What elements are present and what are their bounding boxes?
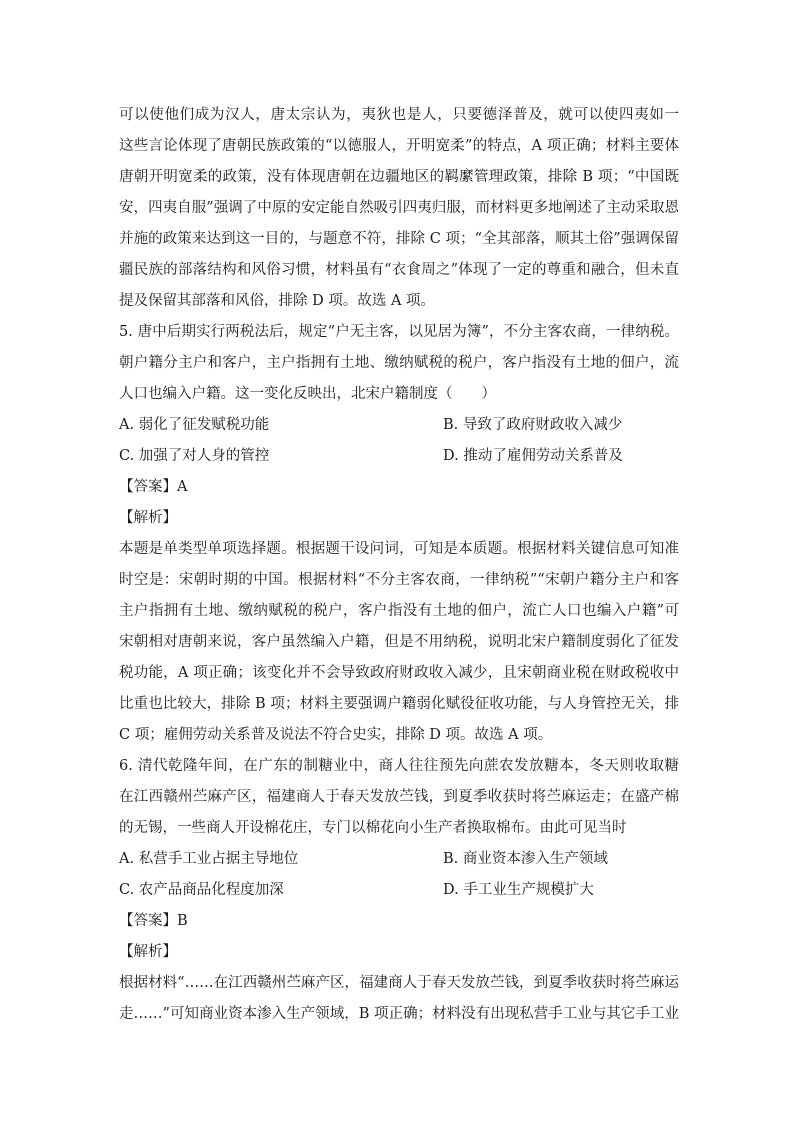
question-6	[119, 751, 679, 1030]
question-stem-line: 在江西赣州苎麻产区，福建商人于春天发放苎钱，到夏季收获时将苎麻运走；在盛产棉	[119, 789, 679, 805]
question-5	[119, 317, 679, 751]
option-b: B. 导致了政府财政收入减少	[443, 417, 623, 433]
question-stem-line: 人口也编入户籍。这一变化反映出，北宋户籍制度（ ）	[119, 386, 496, 402]
analysis-line: C 项；雇佣劳动关系普及说法不符合史实，排除 D 项。故选 A 项。	[119, 727, 553, 743]
question-stem-line: 5. 唐中后期实行两税法后，规定“户无主客，以见居为簿”，不分主客农商，一律纳税。	[119, 324, 679, 340]
option-d: D. 推动了雇佣劳动关系普及	[443, 448, 623, 464]
question-stem-line: 朝户籍分主户和客户，主户指拥有土地、缴纳赋税的税户，客户指没有土地的佃户，流	[119, 355, 679, 371]
options-row	[119, 441, 679, 472]
question-stem-line: 6. 清代乾隆年间，在广东的制糖业中，商人往往预先向蔗农发放糖本，冬天则收取糖	[119, 758, 679, 774]
paragraph-line: 安，四夷自服”强调了中原的安定能自然吸引四夷归服，而材料更多地阐述了主动采取恩	[119, 200, 679, 216]
analysis-label: 【解析】	[119, 510, 177, 526]
paragraph-line: 可以使他们成为汉人，唐太宗认为，夷狄也是人，只要德泽普及，就可以使四夷如一	[119, 107, 679, 123]
options-row	[119, 875, 679, 906]
paragraph-line: 这些言论体现了唐朝民族政策的“以德服人，开明宽柔”的特点，A 项正确；材料主要体	[119, 138, 679, 154]
answer-label: 【答案】A	[119, 479, 188, 495]
option-d: D. 手工业生产规模扩大	[443, 882, 594, 898]
paragraph-line: 疆民族的部落结构和风俗习惯，材料虽有“衣食周之”体现了一定的尊重和融合，但未直	[119, 262, 679, 278]
analysis-line: 比重也比较大，排除 B 项；材料主要强调户籍弱化赋役征收功能，与人身管控无关，排	[119, 696, 679, 712]
option-a: A. 私营手工业占据主导地位	[119, 851, 299, 867]
question-stem-line: 的无锡，一些商人开设棉花庄，专门以棉花向小生产者换取棉布。由此可见当时	[119, 820, 627, 836]
paragraph-line: 唐朝开明宽柔的政策，没有体现唐朝在边疆地区的羁縻管理政策，排除 B 项；“中国既	[119, 169, 679, 185]
analysis-line: 时空是：宋朝时期的中国。根据材料“不分主客农商，一律纳税”“宋朝户籍分主户和客	[119, 572, 679, 588]
analysis-line: 走……”可知商业资本渗入生产领域，B 项正确；材料没有出现私营手工业与其它手工业	[119, 1006, 679, 1022]
analysis-line: 主户指拥有土地、缴纳赋税的税户，客户指没有土地的佃户，流亡人口也编入户籍”可	[119, 603, 679, 619]
option-c: C. 加强了对人身的管控	[119, 448, 270, 464]
paragraph-line: 并施的政策来达到这一目的，与题意不符，排除 C 项；“全其部落，顺其土俗”强调保留	[119, 231, 679, 247]
analysis-label: 【解析】	[119, 944, 177, 960]
analysis-line: 本题是单类型单项选择题。根据题干设问词，可知是本质题。根据材料关键信息可知准	[119, 541, 679, 557]
option-c: C. 农产品商品化程度加深	[119, 882, 284, 898]
analysis-line: 宋朝相对唐朝来说，客户虽然编入户籍，但是不用纳税，说明北宋户籍制度弱化了征发	[119, 634, 679, 650]
analysis-line: 税功能，A 项正确；该变化并不会导致政府财政收入减少，且宋朝商业税在财政税收中	[119, 665, 679, 681]
option-b: B. 商业资本渗入生产领域	[443, 851, 608, 867]
options-row	[119, 410, 679, 441]
analysis-line: 根据材料“……在江西赣州苎麻产区，福建商人于春天发放苎钱，到夏季收获时将苎麻运	[119, 975, 679, 991]
answer-label: 【答案】B	[119, 913, 188, 929]
paragraph-line: 提及保留其部落和风俗，排除 D 项。故选 A 项。	[119, 293, 436, 309]
option-a: A. 弱化了征发赋税功能	[119, 417, 270, 433]
q4-analysis-tail	[119, 100, 679, 317]
page-content	[119, 100, 679, 1030]
options-row	[119, 844, 679, 875]
